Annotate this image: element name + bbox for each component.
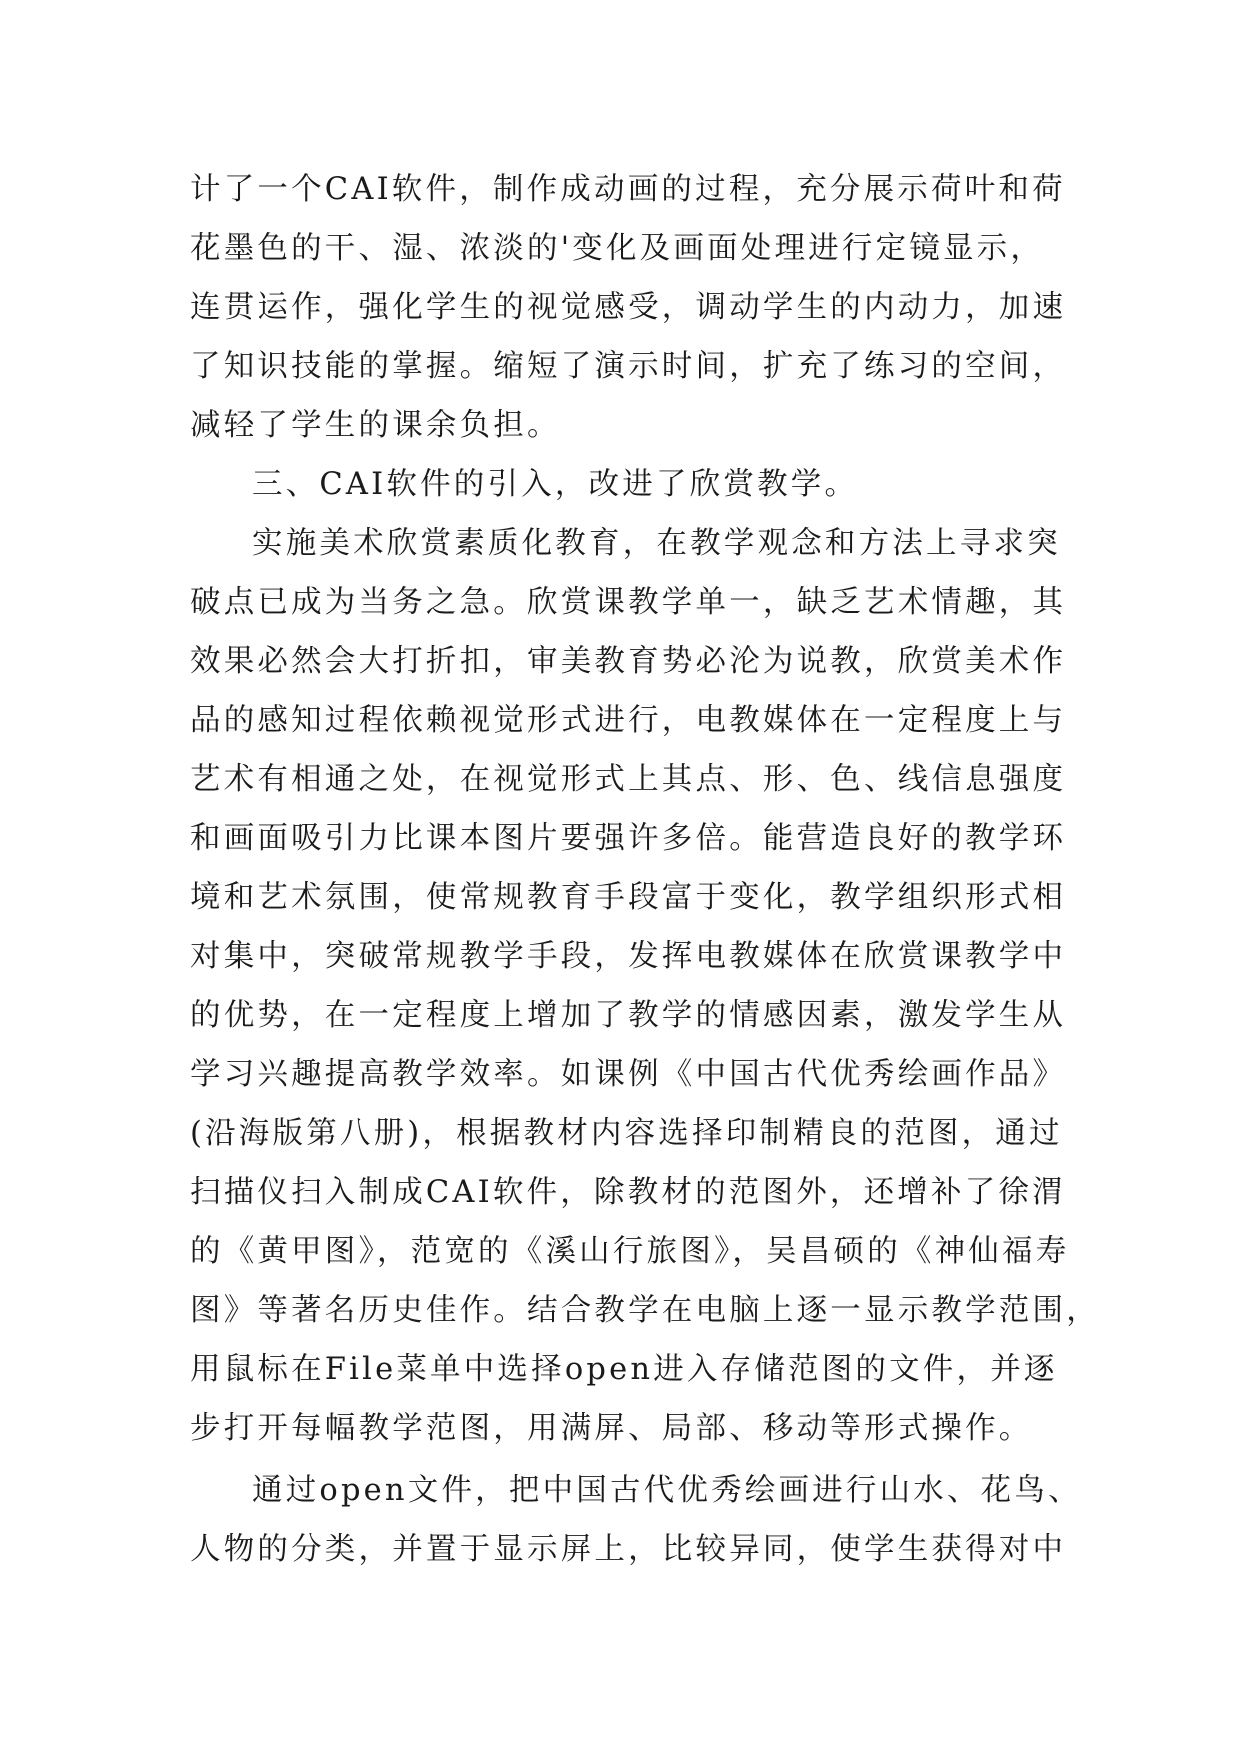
text-line: 对集中，突破常规教学手段，发挥电教媒体在欣赏课教学中 [190, 939, 1067, 974]
text-line: 扫描仪扫入制成CAI软件，除教材的范图外，还增补了徐渭 [190, 1175, 1066, 1210]
paragraph-start-line: 通过open文件，把中国古代优秀绘画进行山水、花鸟、 [252, 1473, 1082, 1508]
paragraph-start-line: 实施美术欣赏素质化教育，在教学观念和方法上寻求突 [252, 526, 1061, 561]
text-line: 品的感知过程依赖视觉形式进行，电教媒体在一定程度上与 [190, 703, 1067, 738]
text-line: 的《黄甲图》，范宽的《溪山行旅图》，吴昌硕的《神仙福寿 [190, 1234, 1070, 1269]
text-line: 人物的分类，并置于显示屏上，比较异同，使学生获得对中 [190, 1532, 1067, 1567]
section-heading: 三、CAI软件的引入，改进了欣赏教学。 [252, 467, 859, 502]
text-line: 连贯运作，强化学生的视觉感受，调动学生的内动力，加速 [190, 290, 1067, 325]
text-line: 的优势，在一定程度上增加了教学的情感因素，激发学生从 [190, 998, 1067, 1033]
body-text [190, 160, 1100, 1579]
text-line: 学习兴趣提高教学效率。如课例《中国古代优秀绘画作品》 [190, 1057, 1067, 1092]
text-line: 用鼠标在File菜单中选择open进入存储范图的文件，并逐 [190, 1352, 1058, 1387]
text-line: 减轻了学生的课余负担。 [190, 408, 561, 443]
text-line: 花墨色的干、湿、浓淡的'变化及画面处理进行定镜显示， [190, 231, 1045, 266]
text-line: 和画面吸引力比课本图片要强许多倍。能营造良好的教学环 [190, 821, 1067, 856]
text-line: 了知识技能的掌握。缩短了演示时间，扩充了练习的空间， [190, 349, 1067, 384]
text-line: (沿海版第八册)，根据教材内容选择印制精良的范图，通过 [190, 1116, 1063, 1151]
text-line: 艺术有相通之处，在视觉形式上其点、形、色、线信息强度 [190, 762, 1067, 797]
text-line: 计了一个CAI软件，制作成动画的过程，充分展示荷叶和荷 [190, 172, 1066, 207]
text-line: 破点已成为当务之急。欣赏课教学单一，缺乏艺术情趣，其 [190, 585, 1067, 620]
text-line: 图》等著名历史佳作。结合教学在电脑上逐一显示教学范围， [190, 1293, 1100, 1328]
text-line: 步打开每幅教学范图，用满屏、局部、移动等形式操作。 [190, 1411, 1033, 1446]
text-line: 境和艺术氛围，使常规教育手段富于变化，教学组织形式相 [190, 880, 1067, 915]
text-line: 效果必然会大打折扣，审美教育势必沦为说教，欣赏美术作 [190, 644, 1067, 679]
